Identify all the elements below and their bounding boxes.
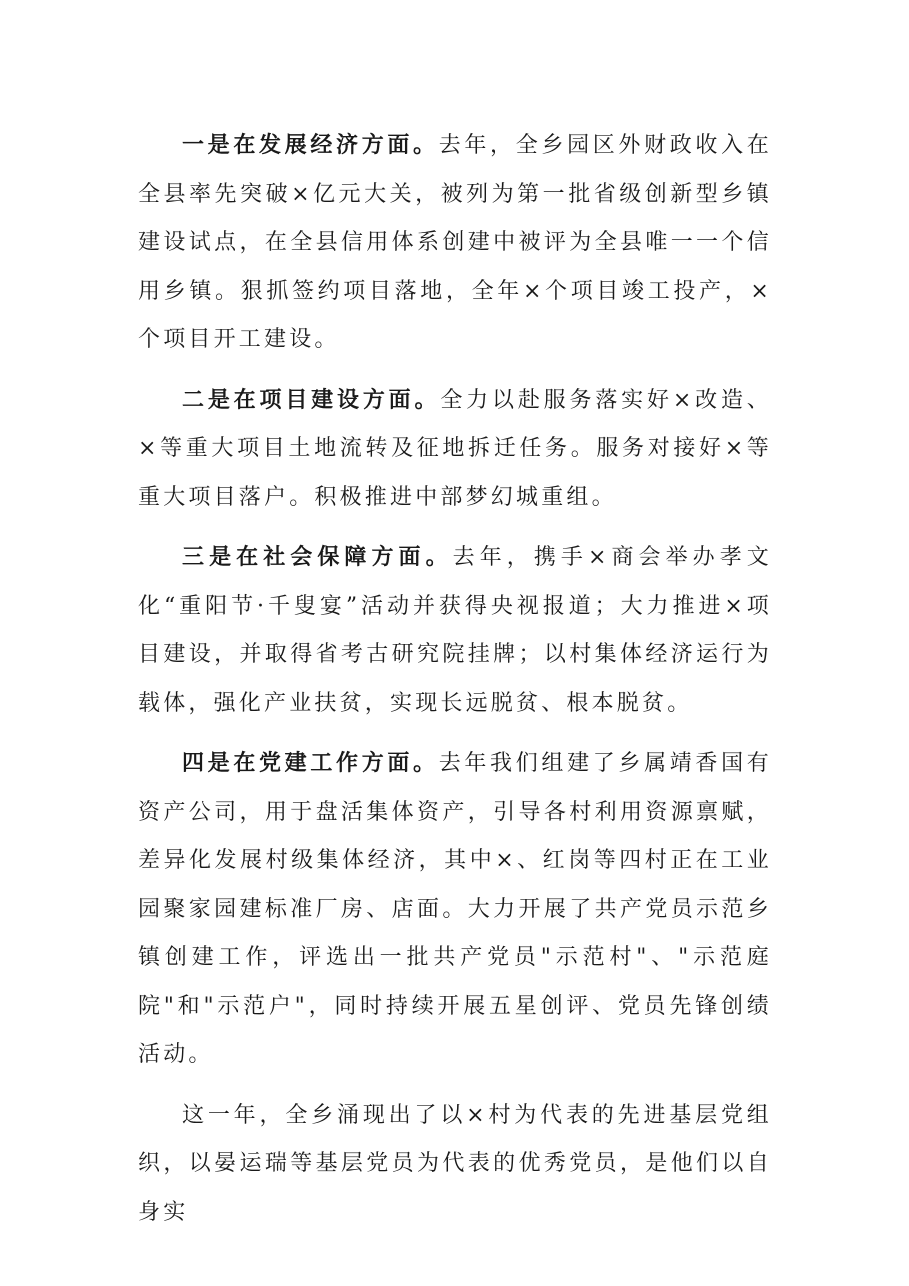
- paragraph-year-summary: [138, 1092, 772, 1238]
- paragraph-text: 全力以赴服务落实好×改造、×等重大项目土地流转及征地拆迁任务。服务对接好×等重大项目落户。积极推进中部梦幻城重组。: [138, 387, 772, 510]
- paragraph-text: 这一年，全乡涌现出了以×村为代表的先进基层党组织，以晏运瑞等基层党员为代表的优秀党员，是他们以自身实: [138, 1102, 772, 1225]
- paragraph-lead: 一是在发展经济方面。: [182, 133, 439, 158]
- paragraph-projects: [138, 377, 772, 523]
- paragraph-social-security: [138, 534, 772, 728]
- document-body: [138, 122, 772, 1249]
- paragraph-text: 去年，全乡园区外财政收入在全县率先突破×亿元大关，被列为第一批省级创新型乡镇建设试点，在全县信用体系创建中被评为全县唯一一个信用乡镇。狠抓签约项目落地，全年×个项目竣工投产，×个项目开工建设。: [138, 133, 772, 352]
- paragraph-economy: [138, 122, 772, 365]
- paragraph-text: 去年，携手×商会举办孝文化“重阳节·千叟宴”活动并获得央视报道；大力推进×项目建设，并取得省考古研究院挂牌；以村集体经济运行为载体，强化产业扶贫，实现长远脱贫、根本脱贫。: [138, 545, 772, 716]
- paragraph-lead: 二是在项目建设方面。: [182, 387, 441, 413]
- paragraph-lead: 三是在社会保障方面。: [182, 545, 453, 570]
- paragraph-party-building: [138, 740, 772, 1080]
- paragraph-lead: 四是在党建工作方面。: [182, 751, 439, 776]
- paragraph-text: 去年我们组建了乡属靖香国有资产公司，用于盘活集体资产，引导各村利用资源禀赋，差异化发展村级集体经济，其中×、红岗等四村正在工业园聚家园建标准厂房、店面。大力开展了共产党员示范乡镇创建工作，评选出一批共产党员"示范村"、"示范庭院"和"示范户"，同时持续开展五星创评、党员先锋创绩活动。: [138, 751, 772, 1067]
